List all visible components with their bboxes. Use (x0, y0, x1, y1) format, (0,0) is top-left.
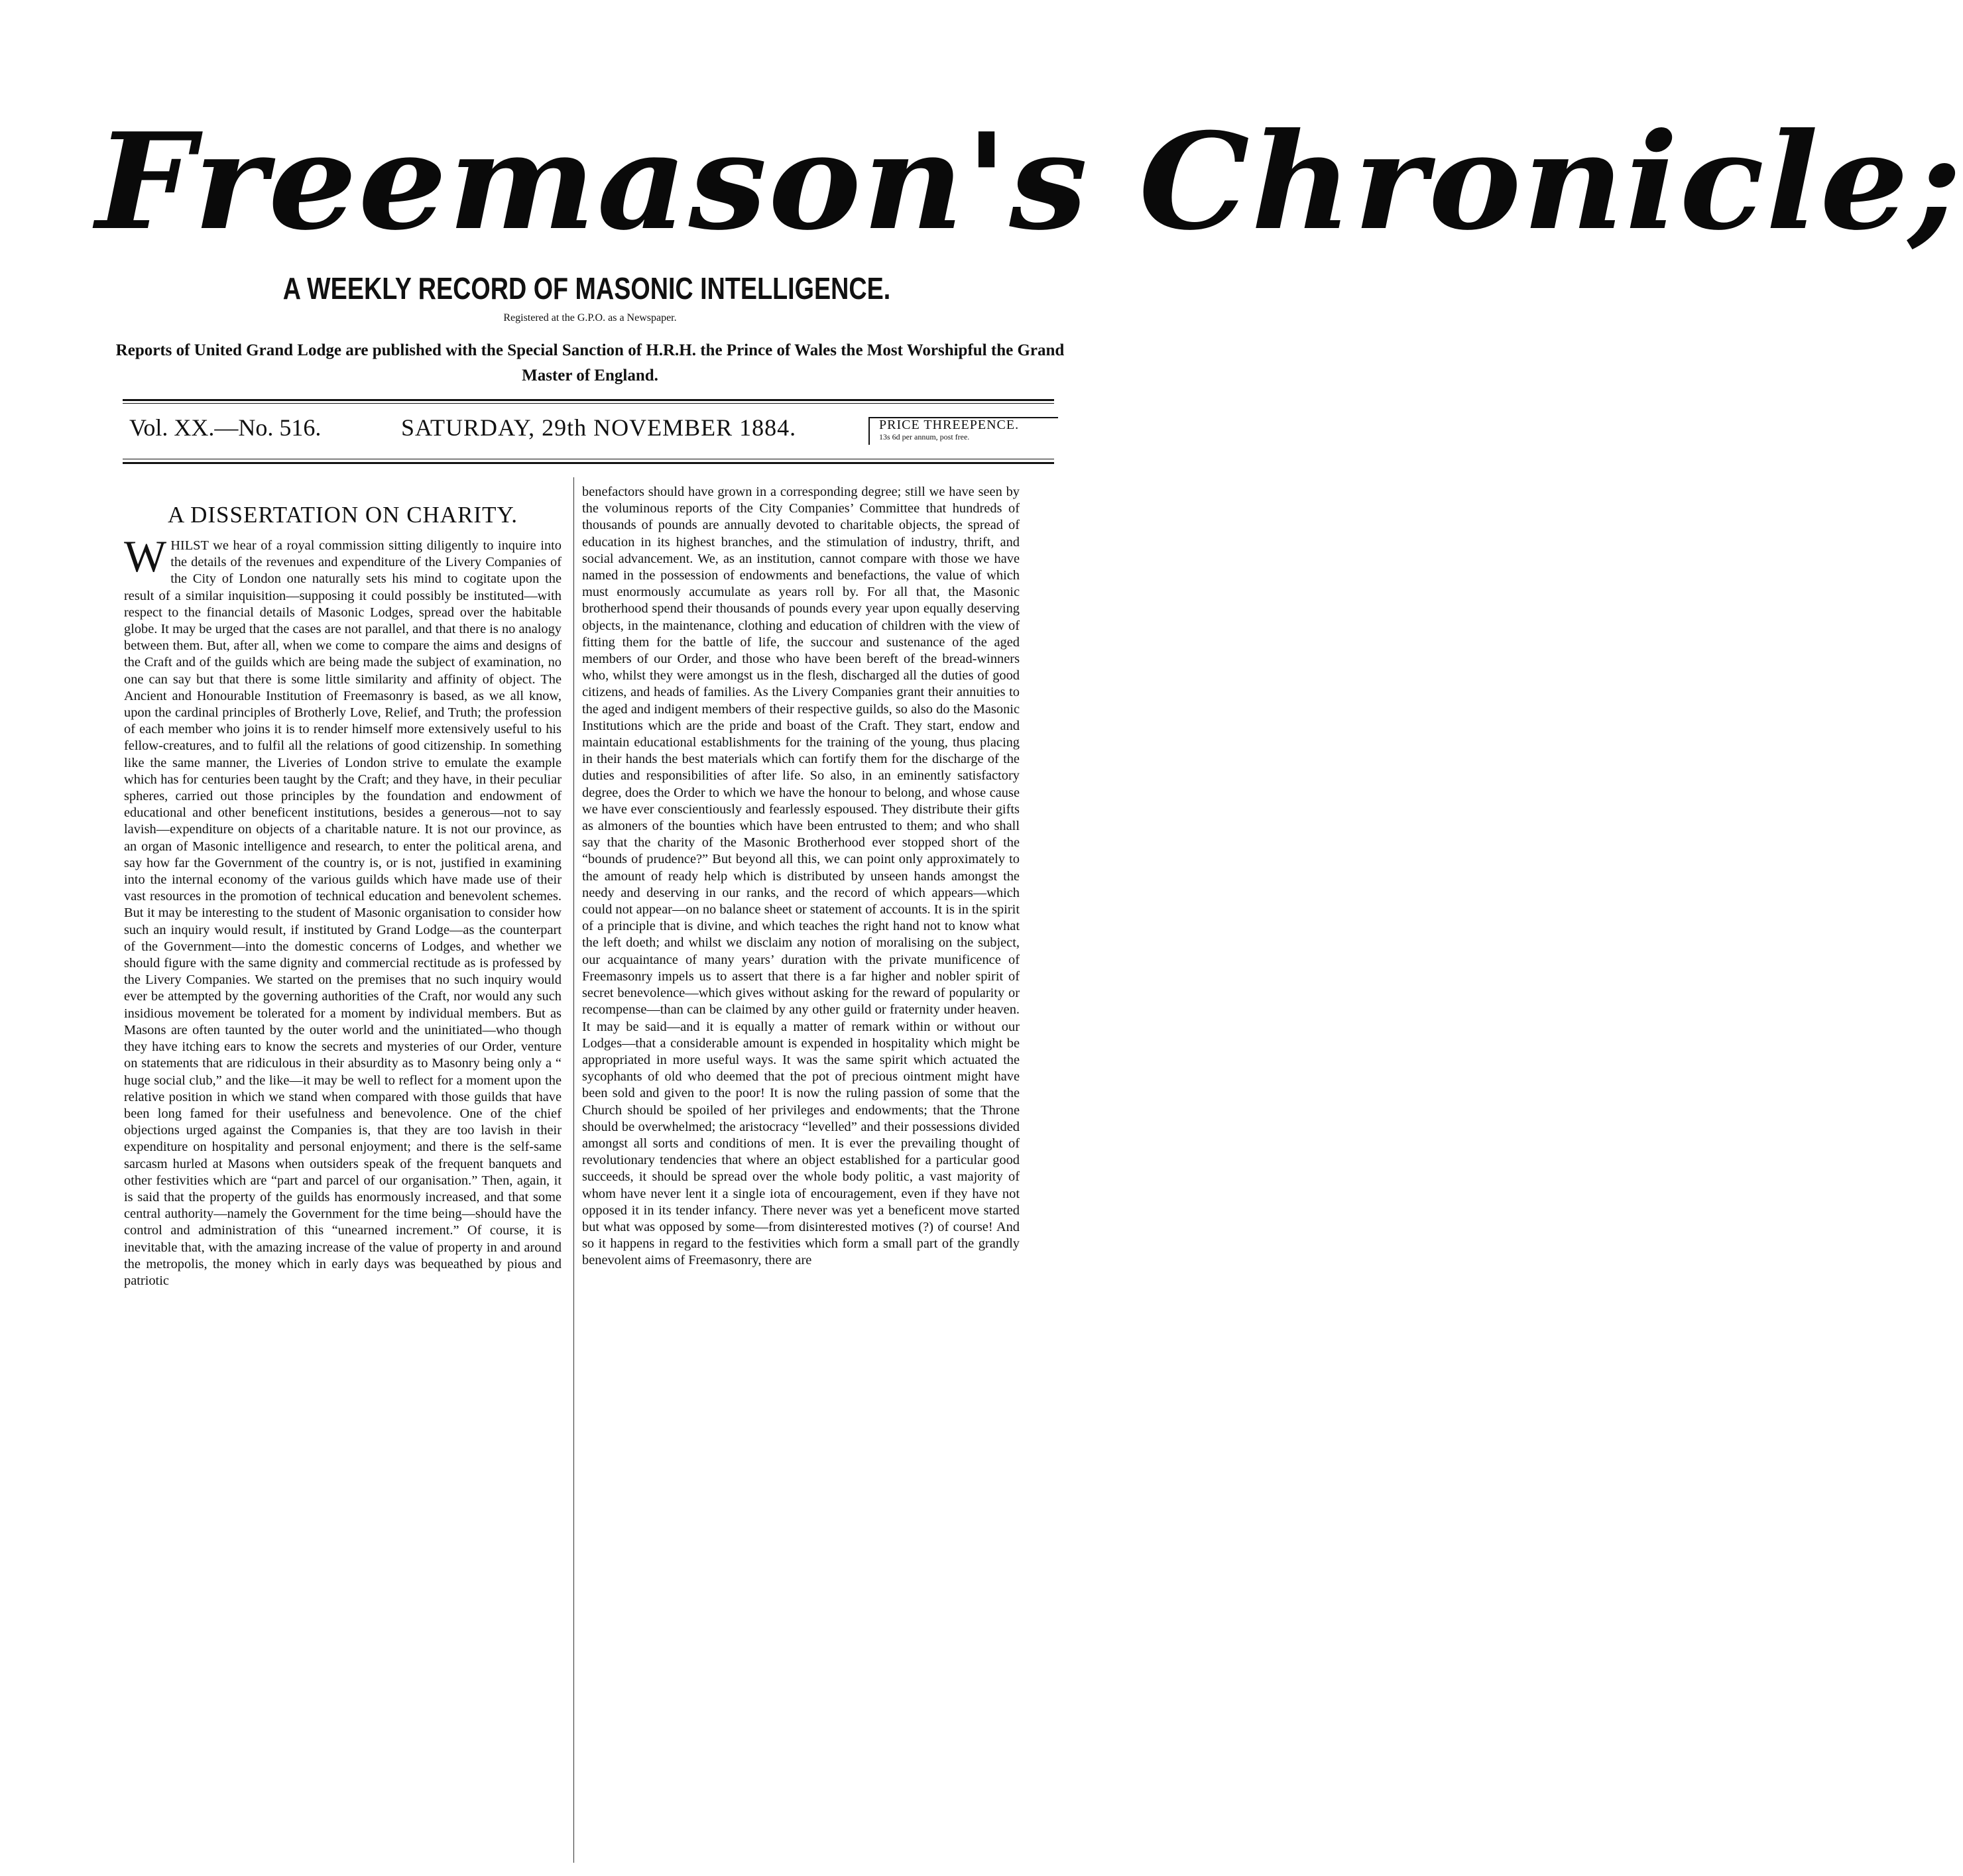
article-title: A DISSERTATION ON CHARITY. (168, 502, 518, 528)
top-rule-thin (123, 403, 1054, 404)
column-divider (573, 477, 574, 1863)
registration-note: Registered at the G.P.O. as a Newspaper. (503, 312, 677, 323)
drop-cap: W (124, 531, 167, 581)
price-label: PRICE THREEPENCE. (879, 418, 1020, 432)
issue-rule-thick (123, 462, 1054, 464)
publication-notice: Reports of United Grand Lodge are published with the Special Sanction of H.R.H. the Prince of Wales the Most Worshipful the Grand Master of England. (115, 341, 1065, 384)
right-column (582, 484, 1020, 1269)
issue-date: SATURDAY, 29th NOVEMBER 1884. (401, 414, 797, 441)
masthead-title: Freemason's Chronicle; (95, 104, 1963, 260)
article-paragraph-left (124, 531, 562, 1289)
subscription-label: 13s 6d per annum, post free. (879, 432, 970, 441)
top-rule-thick (123, 399, 1054, 401)
right-column-text: benefactors should have grown in a corresponding degree; still we have seen by the voluminous reports of the City Companies’ Committee that hundreds of thousands of pounds are annually devoted to charitable objects, the spread of education in its highest branches, and the stimulation of industry, thrift, and social advancement. We, as an institution, cannot compare with those we have named in the possession of endowments and benefactions, the value of which must enormously accumulate as years roll by. For all that, the Masonic brotherhood spend their thousands of pounds every year upon equally deserving objects, in the maintenance, clothing and education of children with the view of fitting them for the battle of life, the succour and sustenance of the aged members of our Order, and those who have been bereft of the bread-winners who, whilst they were amongst us in the flesh, discharged all the duties of good citizens, and heads of families. As the Livery Companies grant their annuities to the aged and indigent members of their respective guilds, so also do the Masonic Institutions which are the pride and boast of the Craft. They start, endow and maintain educational establishments for the training of the young, thus placing in their hands the best materials which can fortify them for the discharge of the duties and responsibilities of after life. So also, in an eminently satisfactory degree, does the Order to which we have the honour to belong, and whose cause we have ever conscientiously and fearlessly espoused. They distribute their gifts as almoners of the bounties which have been entrusted to them; and who shall say that the charity of the Masonic Brotherhood ever stopped short of the “bounds of prudence?” But beyond all this, we can point only approximately to the amount of ready help which is distributed by unseen hands amongst the needy and deserving in our ranks, and the record of which appears—which could not appear—on no balance sheet or statement of accounts. It is in the spirit of a principle that is divine, and which teaches the right hand not to know what the left doeth; and whilst we disclaim any notion of moralising on the subject, our acquaintance of many years’ duration with the private munificence of Freemasonry impels us to assert that there is a far higher and nobler spirit of secret benevolence—which gives without asking for the reward of popularity or recompense—than can be claimed by any other guild or fraternity under heaven. It may be said—and it is equally a matter of remark within or without our Lodges—that a considerable amount is expended in hospitality which might be appropriated in more useful ways. It was the same spirit which actuated the sycophants of old who deemed that the pot of precious ointment might have been sold and given to the poor! It is now the ruling passion of some that the Church should be spoiled of her privileges and endowments; that the Throne should be overwhelmed; the aristocracy “levelled” and their possessions divided amongst all sorts and conditions of men. It is ever the prevailing thought of revolutionary tendencies that where an object established for a particular good succeeds, it should be spread over the whole body politic, a vast majority of whom have never lent it a single iota of encouragement, even if they have not opposed it in its tender infancy. There never was yet a beneficent move started but what was opposed by some—from disinterested motives (?) of course! And so it happens in regard to the festivities which form a small part of the grandly benevolent aims of Freemasonry, there are (582, 485, 1020, 1268)
left-column (124, 477, 562, 1289)
volume-number: Vol. XX.—No. 516. (129, 414, 322, 441)
issue-line (123, 408, 1054, 447)
price-box (868, 417, 1058, 445)
masthead-subtitle: A WEEKLY RECORD OF MASONIC INTELLIGENCE. (282, 271, 891, 306)
left-column-text: HILST we hear of a royal commission sitting diligently to inquire into the details of the revenues and expenditure of the Livery Companies of the City of London one naturally sets his mind to cogitate upon the result of a similar inquisition—supposing it could possibly be instituted—with respect to the financial details of Masonic Lodges, spread over the habitable globe. It may be urged that the cases are not parallel, and that there is no analogy between them. But, after all, when we come to compare the aims and designs of the Craft and of the guilds which are being made the subject of examination, no one can say but that there is some little similarity and affinity of object. The Ancient and Honourable Institution of Freemasonry is based, as we all know, upon the cardinal principles of Brotherly Love, Relief, and Truth; the profession of each member who joins it is to render himself more extensively useful to his fellow-creatures, and to fulfil all the relations of good citizenship. In something like the same manner, the Liveries of London strive to emulate the example which has for centuries been taught by the Craft; and they have, in their peculiar spheres, carried out those principles by the foundation and endowment of educational and other beneficent institutions, besides a generous—not to say lavish—expenditure on objects of a charitable nature. It is not our province, as an organ of Masonic intelligence and research, to enter the political arena, and say how far the Government of the country is, or is not, justified in examining into the internal economy of the various guilds which have made use of their vast resources in the promotion of technical education and benevolent schemes. But it may be interesting to the student of Masonic organisation to consider how such an inquiry would result, if instituted by Grand Lodge—as the counterpart of the Government—into the domestic concerns of Lodges, and whether we should figure with the same dignity and commercial rectitude as is professed by the Livery Companies. We started on the premises that no such inquiry would ever be attempted by the governing authorities of the Craft, nor would any such insidious movement be tolerated for a moment by individual members. But as Masons are often taunted by the outer world and the uninitiated—who though they have itching ears to know the secrets and mysteries of our Order, venture on statements that are ridiculous in their absurdity as to Masonry being only a “ huge social club,” and the like—it may be well to reflect for a moment upon the relative position in which we stand when compared with those guilds that have been long famed for their usefulness and benevolence. One of the chief objections urged against the Companies is, that they are too lavish in their expenditure on hospitality and personal enjoyment; and there is the self-same sarcasm hurled at Masons when outsiders speak of the frequent banquets and other festivities which are “part and parcel of our organisation.” Then, again, it is said that the property of the guilds has enormously increased, and that some central authority—namely the Government for the time being—should have the control and administration of this “unearned increment.” Of course, it is inevitable that, with the amazing increase of the value of property in and around the metropolis, the money which in early days was bequeathed by pious and patriotic (124, 538, 562, 1288)
